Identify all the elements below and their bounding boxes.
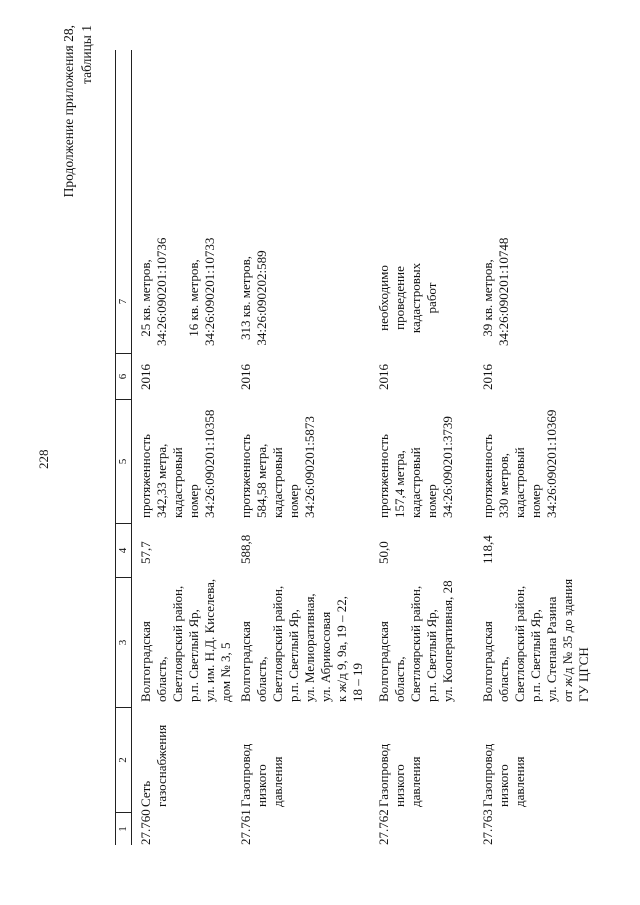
object-value: 57,7 xyxy=(138,541,153,564)
object-address: Волгоградская область, Светлоярский район, р.п. Светлый Яр, ул. им. Н.Д. Киселева, дом № 3, 5 xyxy=(138,578,233,702)
property-table xyxy=(115,50,604,845)
object-description: протяженность 584,58 метра, кадастровый номер 34:26:090201:5873 xyxy=(238,416,317,518)
object-value: 50,0 xyxy=(376,541,391,564)
object-note: 39 кв. метров, 34:26:090201:10748 xyxy=(480,237,511,346)
object-name: Газопровод низкого давления xyxy=(238,743,285,807)
page-number: 228 xyxy=(36,449,51,469)
object-year: 2016 xyxy=(376,364,391,390)
header-col-2: 2 xyxy=(116,708,131,813)
header-col-5: 5 xyxy=(116,400,131,524)
row-number: 27.763 xyxy=(480,809,495,845)
table-row xyxy=(370,50,474,845)
table-row xyxy=(232,50,370,845)
row-number: 27.761 xyxy=(238,809,253,845)
caption-text: Продолжение приложения 28, таблицы 1 xyxy=(61,25,94,198)
object-description: протяженность 330 метров, кадастровый номер 34:26:090201:10369 xyxy=(480,409,559,518)
header-col-1: 1 xyxy=(117,826,129,832)
object-description: протяженность 157,4 метра, кадастровый номер 34:26:090201:3739 xyxy=(376,416,455,518)
object-value: 118,4 xyxy=(480,535,495,564)
object-value: 588,8 xyxy=(238,534,253,564)
object-name: Газопровод низкого давления xyxy=(376,743,423,807)
object-address: Волгоградская область, Светлоярский район, р.п. Светлый Яр, ул. Степана Разина от ж/д № 35 до здания ГУ ЦГСН xyxy=(480,578,591,702)
table-header xyxy=(115,50,132,845)
object-year: 2016 xyxy=(480,364,495,390)
table-row xyxy=(474,50,604,845)
header-col-4: 4 xyxy=(116,524,131,578)
table-row xyxy=(132,50,232,845)
object-year: 2016 xyxy=(138,364,153,390)
object-note: необходимо проведение кадастровых работ xyxy=(376,262,439,334)
object-year: 2016 xyxy=(238,364,253,390)
row-number: 27.760 xyxy=(138,809,153,845)
object-address: Волгоградская область, Светлоярский район, р.п. Светлый Яр, ул. Мелиоративная, ул. Абрикосовая к ж/д 9, 9а, 19 – 22, 18 – 19 xyxy=(238,585,365,702)
object-name: Газопровод низкого давления xyxy=(480,743,527,807)
header-col-7: 7 xyxy=(116,250,131,354)
row-number: 27.762 xyxy=(376,809,391,845)
object-note: 313 кв. метров, 34:26:090202:589 xyxy=(238,250,269,346)
object-description: протяженность 342,33 метра, кадастровый номер 34:26:090201:10358 xyxy=(138,409,217,518)
object-address: Волгоградская область, Светлоярский район, р.п. Светлый Яр, ул. Кооперативная, 28 xyxy=(376,580,455,702)
object-name: Сеть газоснабжения xyxy=(138,724,169,807)
header-col-3: 3 xyxy=(116,578,131,708)
header-col-6: 6 xyxy=(116,354,131,400)
object-note: 25 кв. метров, 34:26:090201:10736 16 кв. метров, 34:26:090201:10733 xyxy=(138,237,217,346)
table-caption xyxy=(60,25,96,325)
